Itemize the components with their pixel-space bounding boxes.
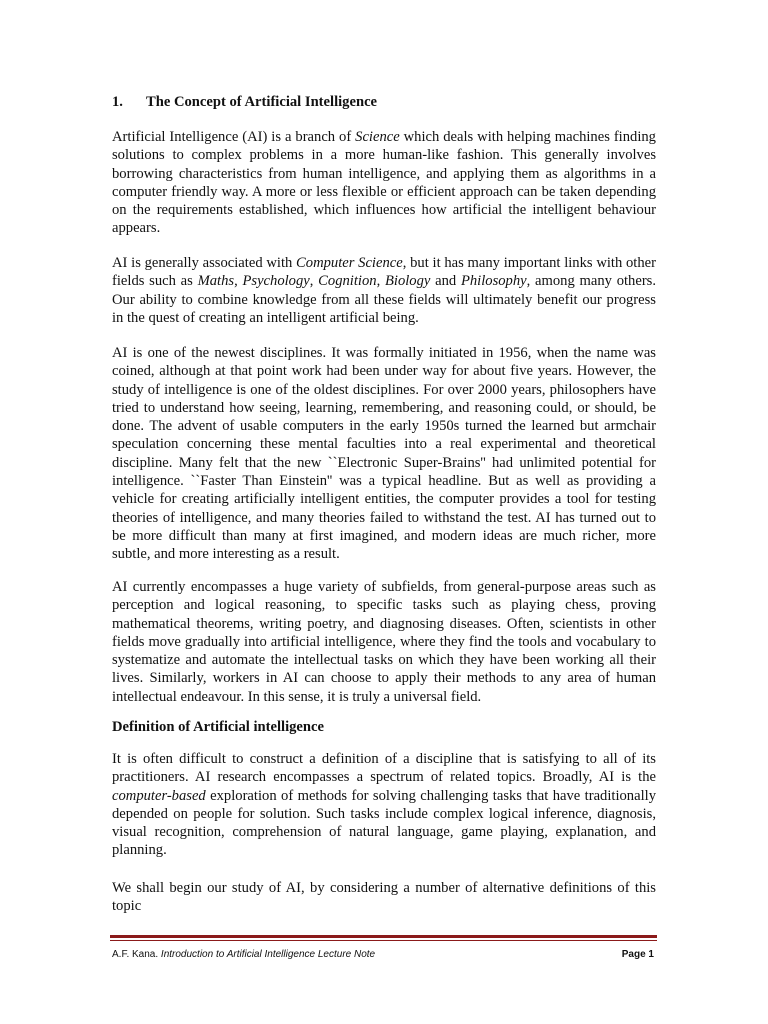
text-run: It is often difficult to construct a definition of a discipline that is satisfying to all of its practitioners. AI research encompasses a spectrum of related topics. Broadly, AI is the — [112, 751, 656, 786]
section-title: The Concept of Artificial Intelligence — [146, 94, 378, 110]
paragraph-intro — [112, 128, 656, 238]
text-run: and — [430, 273, 461, 290]
footer-author: A.F. Kana. — [112, 949, 159, 960]
text-run: , among many others. Our ability to combine knowledge from all these fields will ultimately benefit our progress in the quest of creating an intelligent artificial being. — [112, 273, 657, 326]
footer-rule-thin — [110, 940, 657, 941]
text-run: which deals with helping machines finding solutions to complex problems in a more human-like fashion. This generally involves borrowing characteristics from human intelligence, and applying them as algorithms in a computer friendly way. A more or less flexible or efficient approach can be taken depending on the requirements established, which influences how artificial the intelligent behaviour appears. — [112, 129, 656, 237]
italic-term: computer-based — [112, 787, 206, 804]
text-run: , — [234, 273, 243, 290]
paragraph-begin-study — [112, 879, 656, 916]
text-run: AI is one of the newest disciplines. It was formally initiated in 1956, when the name was coined, although at that point work had been under way for about five years. However, the study of intelligence is one of the oldest disciplines. For over 2000 years, philosophers have tried to understand how seeing, learning, remembering, and reasoning could, or should, be done. The advent of usable computers in the early 1950s turned the learned but armchair speculation concerning these mental faculties into a real experimental and theoretical discipline. Many felt that the new ``Electronic Super-Brains'' had unlimited potential for intelligence. ``Faster Than Einstein'' was a typical headline. But as well as providing a vehicle for creating artificially intelligent entities, the computer provides a tool for testing theories of intelligence, and many theories failed to withstand the test. AI has turned out to be more difficult than many at first imagined, and modern ideas are much richer, more subtle, and more interesting as a result. — [112, 345, 656, 563]
section-heading — [112, 93, 672, 111]
paragraph-history — [112, 344, 656, 564]
italic-term: Science — [355, 129, 400, 145]
paragraph-definition — [112, 750, 656, 860]
paragraph-related-fields — [112, 254, 656, 327]
text-run: Artificial Intelligence (AI) is a branch of — [112, 129, 356, 145]
text-run: AI currently encompasses a huge variety of subfields, from general-purpose areas such as perception and logical reasoning, to specific tasks such as playing chess, proving mathematical theorems, writing poetry, and diagnosing diseases. Often, scientists in other fields move gradually into artificial intelligence, where they find the tools and vocabulary to systematize and automate the intellectual tasks on which they have been working all their lives. Similarly, workers in AI can choose to apply their methods to any area of human intellectual endeavour. In this sense, it is truly a universal field. — [112, 579, 656, 705]
footer-citation — [112, 949, 375, 960]
italic-term: Computer Science — [296, 255, 403, 271]
text-run: , — [376, 273, 385, 290]
italic-term: Maths — [197, 273, 235, 290]
text-run: , — [309, 273, 319, 290]
italic-term: Cognition — [318, 273, 377, 290]
text-run: , but it has many important links with other fields such as — [112, 255, 656, 290]
text-run: AI is generally associated with — [112, 255, 297, 271]
page-footer — [112, 949, 656, 967]
footer-rule-thick — [110, 935, 657, 938]
definition-heading: Definition of Artificial intelligence — [112, 719, 324, 735]
paragraph-subfields — [112, 578, 656, 706]
italic-term: Psychology — [242, 273, 310, 290]
italic-term: Philosophy — [460, 273, 527, 290]
italic-term: Biology — [384, 273, 431, 290]
section-number: 1. — [112, 94, 123, 110]
text-run: exploration of methods for solving challenging tasks that have traditionally depended on people for solution. Such tasks include complex logical inference, diagnosis, visual recognition, comprehension of natural language, game playing, explanation, and planning. — [112, 787, 656, 859]
page-number: Page 1 — [621, 949, 654, 960]
text-run: We shall begin our study of AI, by considering a number of alternative definitions of this topic — [112, 880, 656, 915]
footer-course: Introduction to Artificial Intelligence Lecture Note — [160, 949, 376, 960]
